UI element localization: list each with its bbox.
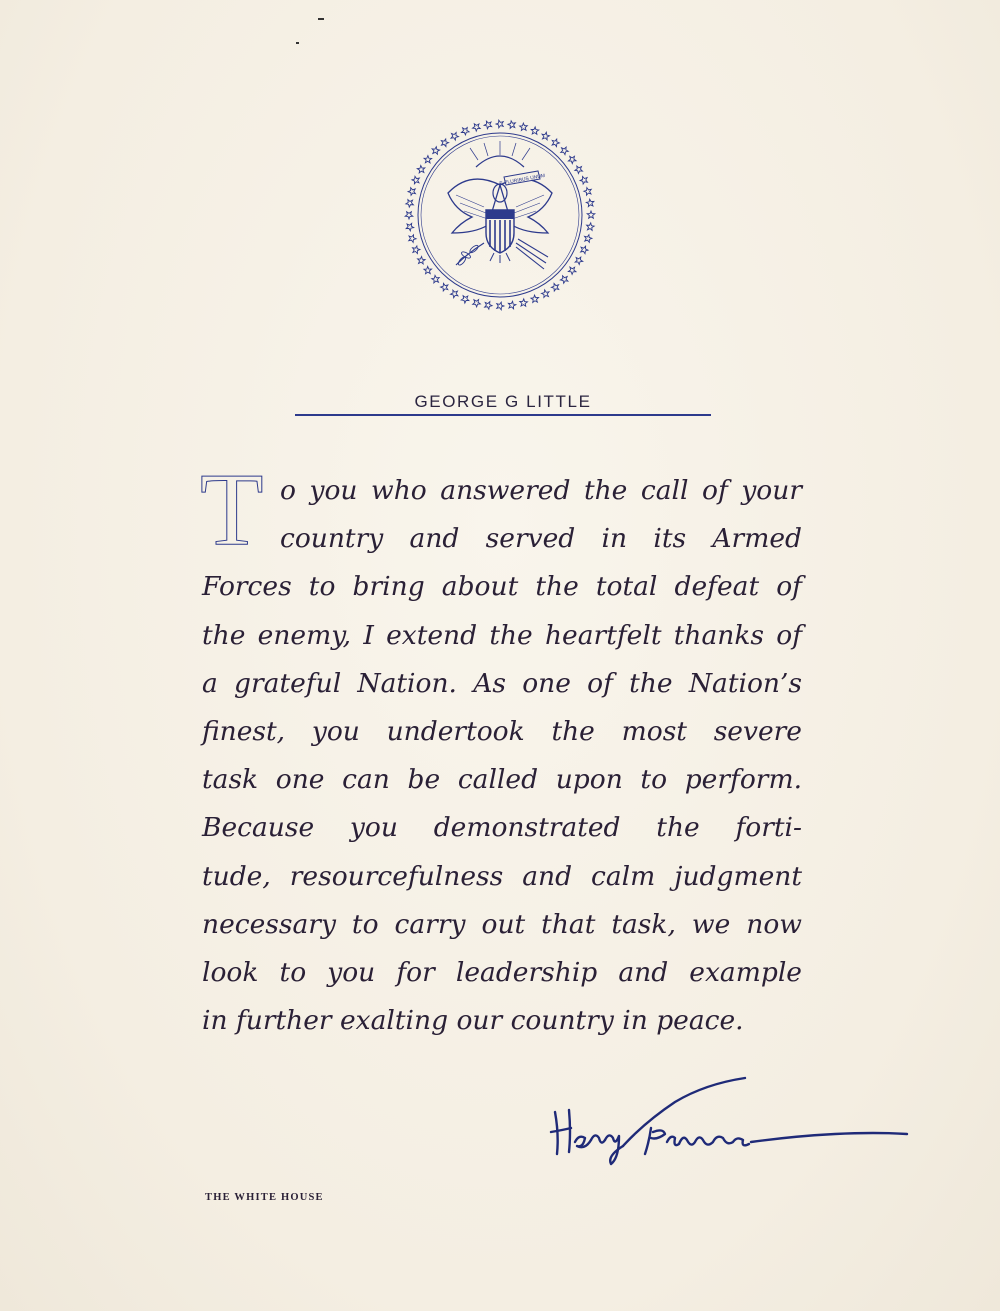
seal-star-icon — [406, 200, 414, 207]
seal-star-icon — [473, 124, 481, 131]
paper-speck — [296, 42, 299, 44]
letter-line: country and served in its Armed — [280, 523, 802, 555]
seal-star-icon — [508, 301, 515, 309]
recipient-name: GEORGE G LITTLE — [414, 392, 592, 411]
letter-line: a grateful Nation. As one of the Nation’s — [202, 667, 802, 699]
seal-star-icon — [587, 223, 595, 230]
seal-star-icon — [441, 283, 448, 291]
seal-star-icon — [485, 302, 492, 310]
seal-star-icon — [461, 128, 469, 135]
seal-star-icon — [496, 120, 503, 128]
seal-star-icon — [473, 300, 481, 307]
seal-star-icon — [424, 266, 432, 273]
seal-star-icon — [575, 257, 583, 264]
svg-text:E PLURIBUS UNUM: E PLURIBUS UNUM — [499, 173, 546, 187]
letter-line: necessary to carry out that task, we now — [202, 908, 802, 940]
letter-line: tude, resourcefulness and calm judgment — [202, 860, 802, 892]
seal-star-icon — [413, 246, 420, 254]
seal-star-icon — [542, 290, 549, 298]
seal-star-icon — [451, 290, 458, 298]
letter-line: look to you for leadership and example — [202, 956, 802, 988]
seal-star-icon — [451, 133, 458, 141]
seal-star-icon — [461, 296, 469, 303]
seal-star-icon — [586, 199, 594, 206]
seal-star-icon — [412, 176, 419, 184]
name-underline — [295, 414, 711, 416]
letter-line: Because you demonstrated the forti- — [202, 812, 802, 844]
footer-org: THE WHITE HOUSE — [205, 1192, 324, 1203]
seal-star-icon — [432, 275, 440, 283]
letter-line: the enemy, I extend the heartfelt thanks of — [202, 619, 802, 651]
drop-cap: T — [200, 452, 264, 567]
seal-star-icon — [432, 147, 440, 155]
seal-star-icon — [408, 188, 415, 196]
paper-speck — [318, 18, 324, 20]
seal-star-icon — [531, 295, 539, 302]
seal-star-icon — [417, 166, 425, 173]
seal-star-icon — [552, 139, 559, 147]
seal-star-icon — [585, 235, 592, 243]
letter-body — [200, 452, 802, 1045]
seal-star-icon — [551, 283, 558, 291]
seal-star-icon — [418, 257, 426, 264]
seal-star-icon — [520, 299, 528, 306]
seal-star-icon — [568, 267, 576, 274]
presidential-seal-icon — [400, 115, 600, 315]
seal-star-icon — [561, 147, 569, 155]
seal-star-icon — [581, 246, 588, 254]
seal-star-icon — [580, 176, 587, 184]
seal-star-icon — [568, 156, 576, 163]
seal-star-icon — [497, 302, 504, 310]
seal-star-icon — [560, 276, 568, 284]
letter-line: o you who answered the call of your — [280, 475, 802, 506]
seal-star-icon — [584, 188, 591, 196]
seal-star-icon — [409, 235, 416, 243]
seal-star-icon — [587, 211, 595, 218]
seal-star-icon — [508, 121, 515, 129]
seal-star-icon — [424, 156, 432, 163]
seal-star-icon — [520, 123, 528, 130]
seal-star-icon — [575, 166, 583, 173]
seal-star-icon — [484, 121, 491, 129]
seal-star-icon — [441, 139, 448, 147]
letter-line: in further exalting our country in peace. — [202, 1005, 744, 1037]
signature — [545, 1072, 915, 1167]
seal-star-icon — [531, 127, 539, 134]
seal-star-icon — [406, 223, 414, 230]
seal-star-icon — [405, 212, 413, 219]
seal-star-icon — [542, 132, 549, 140]
letter-line: finest, you undertook the most severe — [202, 715, 802, 747]
letter-line: task one can be called upon to perform. — [202, 764, 802, 796]
letter-line: Forces to bring about the total defeat of — [202, 571, 802, 603]
